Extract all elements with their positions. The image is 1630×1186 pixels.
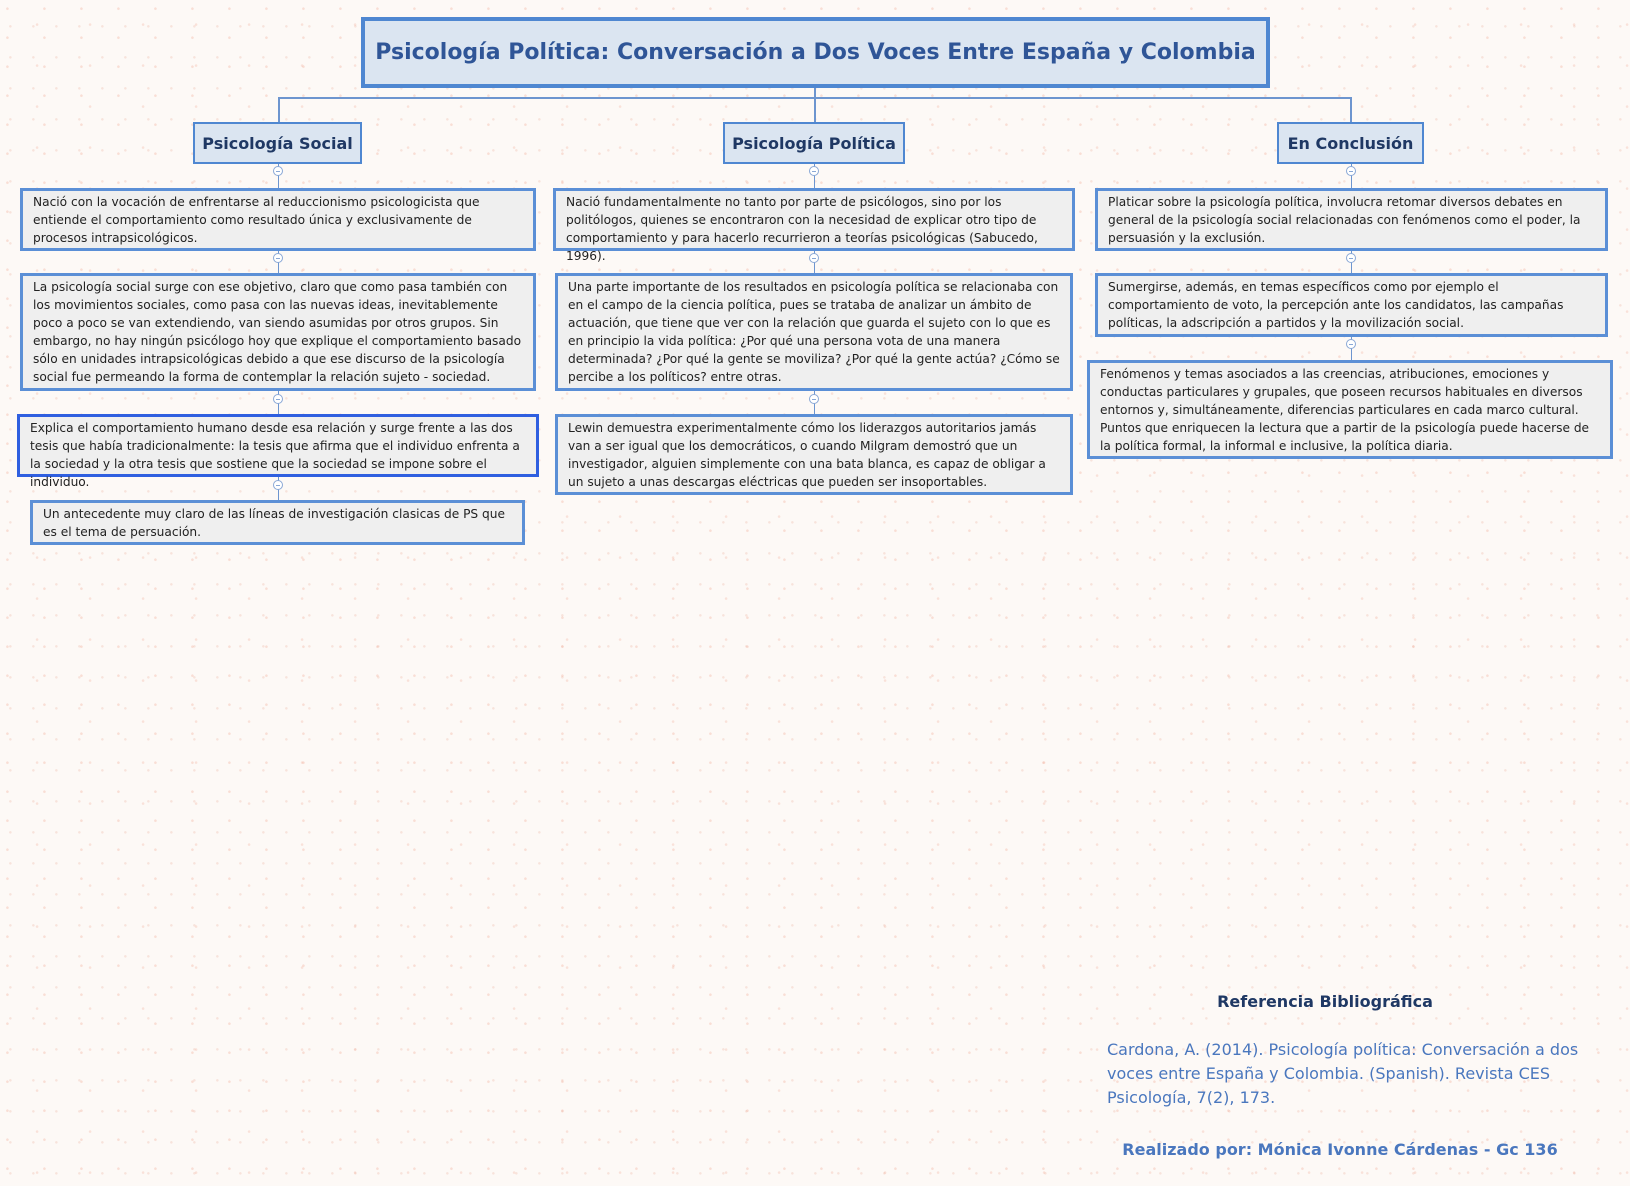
branch-en-conclusion[interactable]: [1277, 122, 1424, 164]
topic-node[interactable]: Nació con la vocación de enfrentarse al reduccionismo psicologicista que entiende el comportamiento como resultado única y exclusivamente de procesos intrapsicológicos.: [20, 188, 536, 251]
connector: [278, 97, 280, 122]
connector: [1350, 97, 1352, 122]
topic-node[interactable]: Una parte importante de los resultados en psicología política se relacionaba con en el campo de la ciencia política, pues se trataba de analizar un ámbito de actuación, que tiene que ver con la relación que guarda el sujeto con lo que es en principio la vida política: ¿Por qué una persona vota de una manera determinada? ¿Por qué la gente se moviliza? ¿Por qué la gente actúa? ¿Cómo se percibe a los políticos? entre otras.: [555, 273, 1073, 391]
branch-label: Psicología Política: [732, 133, 896, 153]
collapse-icon[interactable]: [809, 166, 819, 176]
collapse-icon[interactable]: [273, 166, 283, 176]
collapse-icon[interactable]: [1346, 253, 1356, 263]
central-topic-label: Psicología Política: Conversación a Dos Voces Entre España y Colombia: [375, 40, 1256, 65]
topic-node[interactable]: Sumergirse, además, en temas específicos como por ejemplo el comportamiento de voto, la percepción ante los candidatos, las campañas políticas, la adscripción a partidos y la movilización social.: [1095, 273, 1608, 337]
collapse-icon[interactable]: [273, 480, 283, 490]
branch-psicologia-social[interactable]: [193, 122, 362, 164]
branch-psicologia-politica[interactable]: [723, 122, 905, 164]
topic-node[interactable]: Un antecedente muy claro de las líneas de investigación clasicas de PS que es el tema de persuación.: [30, 500, 525, 545]
branch-label: En Conclusión: [1287, 133, 1414, 153]
topic-node[interactable]: Nació fundamentalmente no tanto por parte de psicólogos, sino por los politólogos, quienes se encontraron con la necesidad de explicar otro tipo de comportamiento y para hacerlo recurrieron a teorías psicológicas (Sabucedo, 1996).: [553, 188, 1075, 251]
collapse-icon[interactable]: [1346, 339, 1356, 349]
topic-node-selected[interactable]: Explica el comportamiento humano desde esa relación y surge frente a las dos tesis que había tradicionalmente: la tesis que afirma que el individuo enfrenta a la sociedad y la otra tesis que sostiene que la sociedad se impone sobre el individuo.: [17, 414, 539, 477]
central-topic[interactable]: [361, 17, 1270, 88]
collapse-icon[interactable]: [1346, 166, 1356, 176]
topic-node[interactable]: Fenómenos y temas asociados a las creencias, atribuciones, emociones y conductas particulares y grupales, que poseen recursos habituales en diversos entornos y, simultáneamente, diferencias particulares en cada marco cultural. Puntos que enriquecen la lectura que a partir de la psicología puede hacerse de la política formal, la informal e inclusive, la política diaria.: [1087, 360, 1613, 459]
collapse-icon[interactable]: [809, 394, 819, 404]
branch-label: Psicología Social: [202, 133, 353, 153]
collapse-icon[interactable]: [273, 394, 283, 404]
collapse-icon[interactable]: [809, 253, 819, 263]
topic-node[interactable]: Platicar sobre la psicología política, involucra retomar diversos debates en general de la psicología social relacionadas con fenómenos como el poder, la persuasión y la exclusión.: [1095, 188, 1608, 251]
author-credit: Realizado por: Mónica Ivonne Cárdenas - Gc 136: [1122, 1140, 1558, 1159]
topic-node[interactable]: Lewin demuestra experimentalmente cómo los liderazgos autoritarios jamás van a ser igual que los democráticos, o cuando Milgram demostró que un investigador, alguien simplemente con una bata blanca, es capaz de obligar a un sujeto a unas descargas eléctricas que pueden ser insoportables.: [555, 414, 1073, 495]
reference-heading: Referencia Bibliográfica: [1217, 992, 1433, 1011]
collapse-icon[interactable]: [273, 253, 283, 263]
topic-node[interactable]: La psicología social surge con ese objetivo, claro que como pasa también con los movimientos sociales, como pasa con las nuevas ideas, inevitablemente poco a poco se van extendiendo, van siendo asumidas por otros grupos. Sin embargo, no hay ningún psicólogo hoy que explique el comportamiento basado sólo en unidades intrapsicológicas debido a que ese discurso de la psicología social fue permeando la forma de contemplar la relación sujeto - sociedad.: [20, 273, 536, 391]
connector: [814, 97, 816, 122]
reference-citation: Cardona, A. (2014). Psicología política: Conversación a dos voces entre España y Colombia. (Spanish). Revista CES Psicología, 7(2), 173.: [1107, 1040, 1579, 1107]
